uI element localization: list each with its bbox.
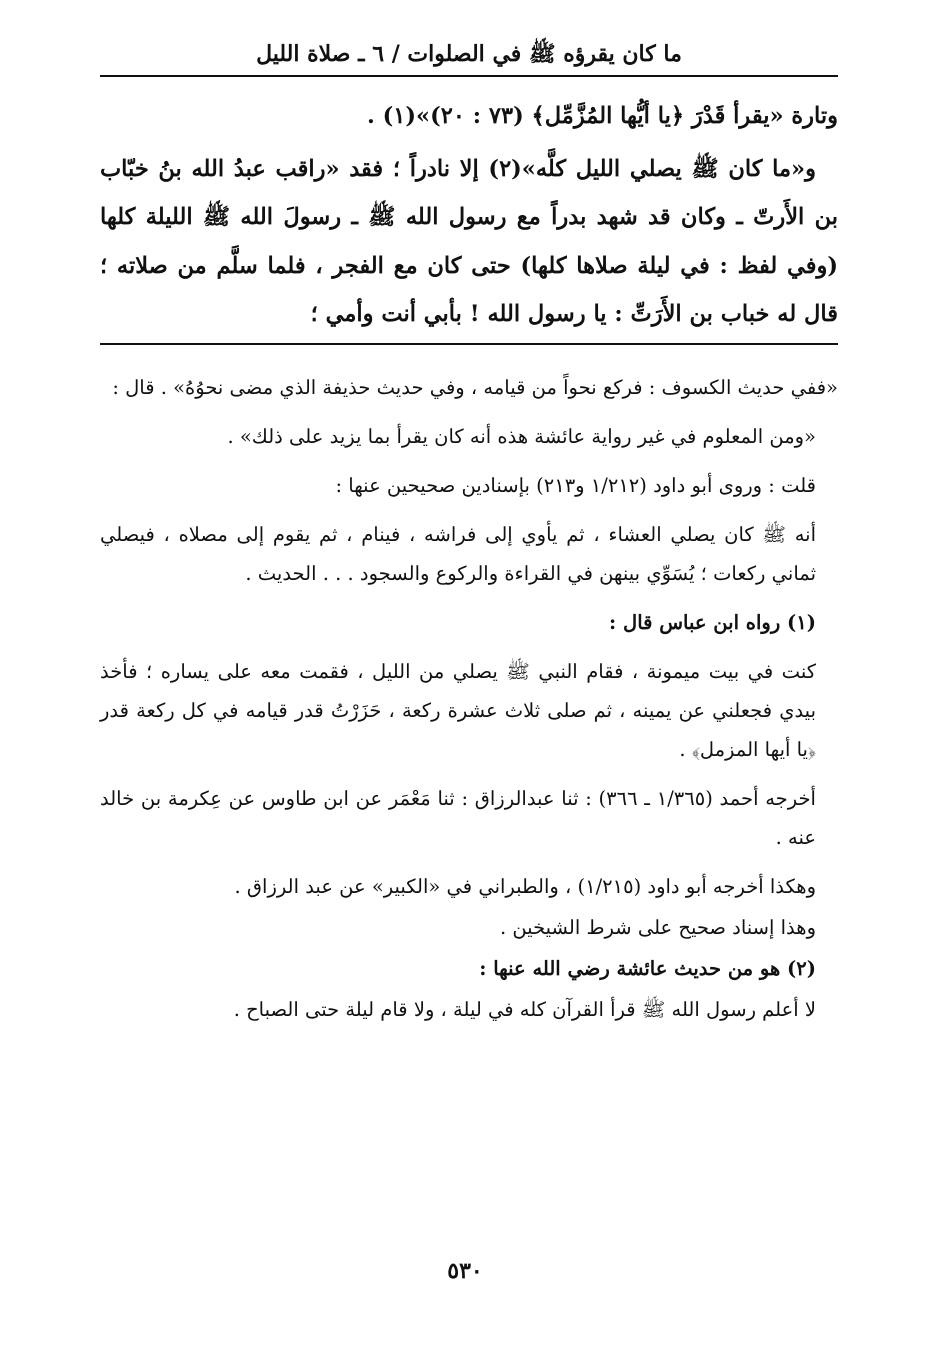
running-header: ما كان يقرؤه ﷺ في الصلوات / ٦ ـ صلاة الليل (256, 41, 682, 67)
footnote-2-heading: (٢) هو من حديث عائشة رضي الله عنها : (479, 957, 816, 980)
footnotes (100, 368, 838, 1039)
main-paragraph-2: و«ما كان ﷺ يصلي الليل كلَّه»(٢) إلا نادراً ؛ فقد «راقب عبدُ الله بنُ خبّاب بن الأَرتّ ـ وكان قد شهد بدراً مع رسول الله ﷺ ـ رسولَ الله ﷺ الليلة كلها (وفي لفظ : في ليلة صلاها كلها) حتى كان مع الفجر ، فلما سلَّم من صلاته ؛ قال له خباب بن الأَرَتِّ : يا رسول الله ! بأبي أنت وأمي ؛ (100, 155, 838, 327)
footnote-takhrij-2: وهكذا أخرجه أبو داود (١/٢١٥) ، والطبراني في «الكبير» عن عبد الرزاق . (234, 875, 816, 898)
header-rule (100, 75, 838, 77)
page-number: ٥٣٠ (447, 1258, 483, 1284)
footnote-separator (100, 343, 838, 345)
footnote-comment: قلت : وروى أبو داود (١/٢١٢ و٢١٣) بإسنادين صحيحين عنها : (335, 474, 816, 497)
footnote-continuation-1: «ففي حديث الكسوف : فركع نحواً من قيامه ، وفي حديث حذيفة الذي مضى نحوُهُ» . قال : (112, 376, 838, 399)
footnote-takhrij-1: أخرجه أحمد (١/٣٦٥ ـ ٣٦٦) : ثنا عبدالرزاق : ثنا مَعْمَر عن ابن طاوس عن عِكرمة بن خالد عنه . (100, 787, 816, 849)
footnote-hadith-3: لا أعلم رسول الله ﷺ قرأ القرآن كله في ليلة ، ولا قام ليلة حتى الصباح . (233, 998, 816, 1021)
main-paragraph-1: وتارة «يقرأ قَدْرَ ﴿يا أيُّها المُزَّمِّل﴾ (٧٣ : ٢٠)»(١) . (366, 103, 838, 129)
footnote-hadith-2: كنت في بيت ميمونة ، فقام النبي ﷺ يصلي من الليل ، فقمت معه على يساره ؛ فأخذ بيدي فجعلني عن يمينه ، ثم صلى ثلاث عشرة ركعة ، حَزَرْتُ قدر قيامه في كل ركعة قدر ﴿يا أيها المزمل﴾ . (100, 660, 816, 761)
footnote-quote: «ومن المعلوم في غير رواية عائشة هذه أنه كان يقرأ بما يزيد على ذلك» . (227, 425, 816, 448)
footnote-1-heading: (١) رواه ابن عباس قال : (609, 611, 816, 634)
main-text (100, 92, 838, 339)
footnote-hadith-1: أنه ﷺ كان يصلي العشاء ، ثم يأوي إلى فراشه ، فينام ، ثم يقوم إلى مصلاه ، فيصلي ثماني ركعات ؛ يُسَوِّي بينهن في القراءة والركوع والسجود . . . الحديث . (100, 523, 816, 585)
footnote-grading: وهذا إسناد صحيح على شرط الشيخين . (499, 916, 816, 939)
